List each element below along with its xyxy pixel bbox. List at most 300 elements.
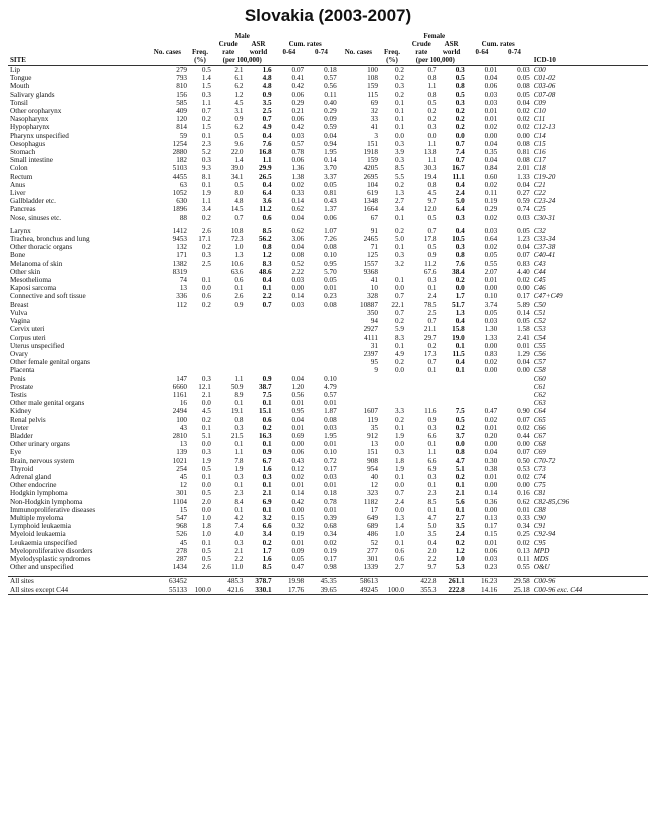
freq-female: 0.2 xyxy=(394,415,404,424)
icd-code: C44 xyxy=(533,267,546,276)
icd-code: C18 xyxy=(533,164,546,173)
cases-female: 350 xyxy=(367,308,378,317)
crude-male xyxy=(212,309,245,317)
cum064-header: 0-64 xyxy=(282,48,296,56)
table-row xyxy=(8,173,648,181)
freq-male: 0.2 xyxy=(201,115,211,124)
crude-male: 6.2 xyxy=(234,123,244,132)
crude-male: 8.9 xyxy=(234,390,244,399)
table-row xyxy=(8,391,648,399)
cum064-male: 0.06 xyxy=(291,115,305,124)
freq-female: 0.2 xyxy=(394,180,404,189)
freq-female: 0.0 xyxy=(394,481,404,490)
cases-female: 908 xyxy=(367,456,378,465)
icd-code: C74 xyxy=(533,472,546,481)
freq-male: 0.3 xyxy=(201,90,211,99)
cum064-male: 0.62 xyxy=(291,226,305,235)
cases-female: 912 xyxy=(367,431,378,440)
page xyxy=(8,0,648,595)
freq-header-f: Freq. xyxy=(383,48,400,56)
freq-male: 0.2 xyxy=(201,213,211,222)
cases-female: 41 xyxy=(370,276,378,285)
cum074-female: 0.00 xyxy=(517,131,530,140)
asr-male xyxy=(244,350,272,358)
site-name: Multiple myeloma xyxy=(10,513,64,522)
icd-code: C69 xyxy=(533,448,546,457)
icd-code: C45 xyxy=(533,276,546,285)
freq-female: 0.0 xyxy=(394,131,404,140)
cases-male: 112 xyxy=(176,300,188,309)
freq-female: 2.7 xyxy=(394,563,404,572)
table-row xyxy=(8,358,648,366)
table-row xyxy=(8,555,648,563)
cases-female: 1607 xyxy=(363,407,378,416)
freq-male: 2.3 xyxy=(201,139,211,148)
cases-female: 2695 xyxy=(363,172,378,181)
table-row xyxy=(8,164,648,172)
site-name: Eye xyxy=(10,448,22,457)
crude-female: 6.6 xyxy=(427,431,437,440)
cum064-female: 1.33 xyxy=(484,333,498,342)
asr-male: 4.8 xyxy=(262,74,272,83)
cases-male: 2880 xyxy=(172,148,188,157)
cum064-female xyxy=(466,399,499,407)
crude-female: 4.5 xyxy=(427,189,437,198)
asr-female: 0.2 xyxy=(455,107,465,116)
crude-female: 8.5 xyxy=(427,497,437,506)
site-name: Other urinary organs xyxy=(10,440,70,449)
table-row xyxy=(8,66,648,75)
site-name: Other oropharynx xyxy=(10,107,62,116)
cum074-male xyxy=(305,325,338,333)
freq-male: 3.4 xyxy=(201,205,211,214)
cases-male: 2494 xyxy=(172,407,188,416)
cum074-female: 2.01 xyxy=(517,164,530,173)
cum074-female: 0.02 xyxy=(517,538,530,547)
icd-code: C23-24 xyxy=(533,197,556,206)
icd-code: O&U xyxy=(533,563,550,572)
icd-code: C67 xyxy=(533,431,546,440)
crude-male xyxy=(212,317,245,325)
cum074-female: 0.44 xyxy=(517,431,530,440)
asr-male: 1.6 xyxy=(262,554,272,563)
female-header: Female xyxy=(423,32,446,40)
crude-male: 9.6 xyxy=(234,139,244,148)
cum064-female: 3.74 xyxy=(484,300,498,309)
cases-female: 1557 xyxy=(363,259,378,268)
icd-header: ICD-10 xyxy=(533,56,556,64)
asr-female: 1.2 xyxy=(455,546,465,555)
cum064-female: 0.04 xyxy=(484,156,498,165)
cum074-female xyxy=(498,375,531,383)
cum-header-f: Cum. rates xyxy=(481,40,515,48)
asr-male: 0.2 xyxy=(262,538,272,547)
cum064-female: 0.04 xyxy=(484,139,498,148)
crude-female: 1.1 xyxy=(427,156,437,165)
cum074-female: 0.25 xyxy=(517,530,530,539)
freq-male: 0.1 xyxy=(201,180,211,189)
site-name: Renal pelvis xyxy=(10,415,46,424)
cum074-female: 0.90 xyxy=(517,407,530,416)
cum064-female: 0.23 xyxy=(484,563,498,572)
site-name: Cervix uteri xyxy=(10,325,45,334)
site-name: Lip xyxy=(10,66,20,74)
crude-female: 17.3 xyxy=(423,349,437,358)
cum074-female xyxy=(498,383,531,391)
freq-female: 0.1 xyxy=(394,276,404,285)
crude-female: 0.1 xyxy=(427,481,437,490)
cum074-female: 1.58 xyxy=(517,325,530,334)
cum074-male xyxy=(305,350,338,358)
cum064-male: 0.02 xyxy=(291,180,305,189)
freq-male xyxy=(188,577,212,585)
freq-female: 0.3 xyxy=(394,156,404,165)
cum074-male: 0.43 xyxy=(324,197,337,206)
cases-male: 1161 xyxy=(172,390,188,399)
cum074-female: 0.04 xyxy=(517,358,530,367)
asr-male: 7.6 xyxy=(262,139,272,148)
freq-male: 17.1 xyxy=(198,235,211,244)
cum074-male: 0.39 xyxy=(324,513,337,522)
crude-female xyxy=(405,391,438,399)
cum064-female: 0.03 xyxy=(484,554,498,563)
site-name: All sites except C44 xyxy=(10,585,69,594)
freq-female: 0.1 xyxy=(394,341,404,350)
crude-female: 1.1 xyxy=(427,448,437,457)
crude-female: 0.3 xyxy=(427,472,437,481)
icd-code: C62 xyxy=(533,390,546,399)
cum064-female: 16.23 xyxy=(481,577,498,586)
cum074-male: 1.37 xyxy=(324,205,337,214)
icd-code: C25 xyxy=(533,205,546,214)
site-name: Other thoracic organs xyxy=(10,243,73,252)
cases-female: 119 xyxy=(367,415,378,424)
asr-female: 0.4 xyxy=(455,358,465,367)
asr-female: 0.8 xyxy=(455,448,465,457)
table-row xyxy=(8,123,648,131)
freq-female: 2.4 xyxy=(394,497,404,506)
table-row xyxy=(8,465,648,473)
table-row xyxy=(8,586,648,595)
table-row xyxy=(8,260,648,268)
cum064-male: 0.00 xyxy=(291,440,305,449)
freq-male: 12.1 xyxy=(198,382,211,391)
cases-male: 156 xyxy=(176,90,188,99)
crude-male: 0.6 xyxy=(234,276,244,285)
cum064-male: 0.21 xyxy=(291,107,305,116)
crude-male: 2.1 xyxy=(234,66,244,74)
asr-female: 38.4 xyxy=(452,267,465,276)
asr-male: 0.1 xyxy=(262,505,272,514)
site-name: Pancreas xyxy=(10,205,36,214)
cases-male: 2810 xyxy=(172,431,188,440)
cases-female: 3 xyxy=(374,131,378,140)
table-row xyxy=(8,189,648,197)
asr-male: 0.9 xyxy=(262,448,272,457)
cases-female: 94 xyxy=(370,317,378,326)
cases-female: 1918 xyxy=(363,148,378,157)
cum064-male: 0.42 xyxy=(291,497,305,506)
asr-male: 2.5 xyxy=(262,107,272,116)
freq-male: 1.4 xyxy=(201,74,211,83)
crude-male: 0.1 xyxy=(234,284,244,293)
site-name: Connective and soft tissue xyxy=(10,292,86,301)
freq-female: 3.9 xyxy=(394,148,404,157)
asr-female: 0.2 xyxy=(455,472,465,481)
crude-male: 4.5 xyxy=(234,98,244,107)
cum064-male: 0.42 xyxy=(291,82,305,91)
icd-code: C64 xyxy=(533,407,546,416)
freq-female: 0.1 xyxy=(394,107,404,116)
cum064-male: 1.36 xyxy=(291,164,305,173)
freq-female: 0.0 xyxy=(394,366,404,375)
freq-male: 2.6 xyxy=(201,563,211,572)
cases-male: 278 xyxy=(176,546,188,555)
cum074-female: 0.02 xyxy=(517,423,530,432)
cum064-male: 0.06 xyxy=(291,448,305,457)
crude-male: 19.1 xyxy=(230,407,244,416)
icd-code: C46 xyxy=(533,284,546,293)
crude-header: Crude xyxy=(218,40,238,48)
cum064-male: 0.02 xyxy=(291,472,305,481)
freq-male: 2.6 xyxy=(201,226,211,235)
cum064-female: 0.55 xyxy=(484,259,498,268)
table-row xyxy=(8,251,648,259)
freq-female: 0.3 xyxy=(394,82,404,91)
freq-female: 0.3 xyxy=(394,448,404,457)
crude-female: 2.2 xyxy=(427,554,437,563)
freq-female: 0.7 xyxy=(394,308,404,317)
asr-female: 1.3 xyxy=(455,308,465,317)
cases-male xyxy=(147,358,188,366)
freq-male: 0.2 xyxy=(201,243,211,252)
cum074-male: 0.04 xyxy=(324,131,337,140)
cases-male: 15 xyxy=(179,505,188,514)
crude-female: 78.5 xyxy=(423,300,437,309)
asr-male: 8.5 xyxy=(262,563,272,572)
site-name: Myeloid leukaemia xyxy=(10,530,66,539)
site-name: Other female genital organs xyxy=(10,358,90,367)
per-header: (per 100,000) xyxy=(222,56,262,64)
asr-male: 0.3 xyxy=(262,472,272,481)
cum074-male: 0.57 xyxy=(324,74,337,83)
asr-female: 0.3 xyxy=(455,66,465,74)
crude-male: 0.3 xyxy=(234,472,244,481)
cases-male: 45 xyxy=(179,538,188,547)
cum064-male xyxy=(273,309,306,317)
cum064-male: 0.14 xyxy=(291,292,305,301)
cases-male: 88 xyxy=(179,213,188,222)
site-name: Oesophagus xyxy=(10,139,46,148)
cum074-female xyxy=(498,391,531,399)
cases-male: 1021 xyxy=(172,456,188,465)
cum074-male: 3.37 xyxy=(324,172,337,181)
crude-male: 72.3 xyxy=(230,235,244,244)
cum064-female: 0.19 xyxy=(484,197,498,206)
cum064-male: 0.62 xyxy=(291,205,305,214)
crude-male: 0.3 xyxy=(234,538,244,547)
cum074-female: 25.18 xyxy=(513,585,530,594)
freq-female xyxy=(379,375,405,383)
cum074-female: 1.33 xyxy=(517,172,530,181)
asr-male: 4.9 xyxy=(262,123,272,132)
freq-male: 0.5 xyxy=(201,546,211,555)
cum064-male: 0.09 xyxy=(291,546,305,555)
per-header-f: (per 100,000) xyxy=(415,56,455,64)
cum074-male: 0.95 xyxy=(324,259,337,268)
table-row xyxy=(8,243,648,251)
site-name: Hodgkin lymphoma xyxy=(10,489,68,498)
site-name: Vagina xyxy=(10,317,30,326)
site-name: Tongue xyxy=(10,74,32,83)
crude-male: 10.8 xyxy=(230,226,244,235)
crude-male: 2.6 xyxy=(234,292,244,301)
table-row xyxy=(8,440,648,448)
cum064-male: 19.98 xyxy=(287,577,305,586)
table-row xyxy=(8,514,648,522)
cum074-male: 0.01 xyxy=(324,440,337,449)
cum074-male: 0.01 xyxy=(324,481,337,490)
cum074-male: 0.72 xyxy=(324,456,337,465)
cum064-male: 0.78 xyxy=(291,148,305,157)
table-row xyxy=(8,132,648,140)
cases-female: 31 xyxy=(370,341,378,350)
asr-male: 8.5 xyxy=(262,226,272,235)
freq-male: 0.0 xyxy=(201,505,211,514)
freq-pct-header-f: (%) xyxy=(386,56,398,64)
crude-female: 0.3 xyxy=(427,123,437,132)
crude-male: 421.6 xyxy=(227,585,244,594)
cum064-male: 0.04 xyxy=(291,213,305,222)
asr-male: 1.6 xyxy=(262,464,272,473)
cum064-female: 0.02 xyxy=(484,180,498,189)
site-name: Nose, sinuses etc. xyxy=(10,213,62,222)
cum074-male: 0.03 xyxy=(324,423,337,432)
cases-male xyxy=(147,350,188,358)
site-name: Salivary glands xyxy=(10,90,55,99)
crude-female: 0.0 xyxy=(427,131,437,140)
crude-male: 7.4 xyxy=(234,522,244,531)
cum064-male: 0.32 xyxy=(291,522,305,531)
crude-female: 1.1 xyxy=(427,139,437,148)
cases-female: 69 xyxy=(370,98,378,107)
crude-female: 11.2 xyxy=(424,259,437,268)
asr-female: 0.5 xyxy=(455,415,465,424)
cum064-female: 0.00 xyxy=(484,440,498,449)
crude-male: 0.9 xyxy=(234,115,244,124)
asr-female: 7.6 xyxy=(455,259,465,268)
site-name: Bone xyxy=(10,251,26,260)
cases-male: 63452 xyxy=(169,577,188,586)
crude-male: 0.5 xyxy=(234,180,244,189)
cum064-male: 0.69 xyxy=(291,431,305,440)
cum074-male: 0.59 xyxy=(324,123,337,132)
freq-female: 5.9 xyxy=(394,325,404,334)
freq-male: 5.2 xyxy=(201,148,211,157)
cum074-female: 0.83 xyxy=(517,259,530,268)
icd-code: C03-06 xyxy=(533,82,556,91)
cum064-female: 0.01 xyxy=(484,107,498,116)
freq-female: 22.1 xyxy=(391,300,404,309)
cases-male: 132 xyxy=(176,243,188,252)
asr-female: 2.7 xyxy=(455,513,465,522)
asr-female: 0.1 xyxy=(455,341,465,350)
icd-code: C10 xyxy=(533,107,546,116)
cases-female: 115 xyxy=(367,90,378,99)
site-name: Ovary xyxy=(10,349,28,358)
icd-code: C47+C49 xyxy=(533,292,563,301)
asr-male: 3.6 xyxy=(262,197,272,206)
cum064-male: 3.06 xyxy=(291,235,305,244)
icd-code: C65 xyxy=(533,415,546,424)
cases-female xyxy=(338,375,379,383)
asr-female: 2.4 xyxy=(455,189,465,198)
cum064-male: 1.20 xyxy=(291,382,305,391)
cum074-female: 0.33 xyxy=(517,513,530,522)
cases-female xyxy=(338,399,379,407)
cum064-male: 0.04 xyxy=(291,415,305,424)
icd-code: C60 xyxy=(533,374,546,383)
freq-male: 1.9 xyxy=(201,189,211,198)
asr-female: 5.0 xyxy=(455,197,465,206)
asr-male: 16.3 xyxy=(259,431,272,440)
cum064-female: 0.03 xyxy=(484,226,498,235)
site-name: Immunoproliferative diseases xyxy=(10,505,96,514)
cum074-male: 1.95 xyxy=(324,148,337,157)
cases-female: 619 xyxy=(367,189,378,198)
cum064-female: 14.16 xyxy=(481,585,498,594)
cum064-female xyxy=(466,391,499,399)
cum064-female: 0.02 xyxy=(484,123,498,132)
table-row xyxy=(8,107,648,115)
table-row xyxy=(8,448,648,456)
cum064-female: 0.01 xyxy=(484,538,498,547)
crude-male: 6.2 xyxy=(234,82,244,91)
cum064-female: 0.20 xyxy=(484,431,498,440)
crude-male: 0.9 xyxy=(234,300,244,309)
table-row xyxy=(8,140,648,148)
crude-female: 0.9 xyxy=(427,251,437,260)
asr-male: 0.4 xyxy=(262,276,272,285)
crude-male: 4.2 xyxy=(234,513,244,522)
crude-female: 422.8 xyxy=(420,577,437,586)
cum064-male: 0.03 xyxy=(291,131,305,140)
cum064-female: 0.01 xyxy=(484,472,498,481)
cum074-male: 0.05 xyxy=(324,180,337,189)
crude-male: 50.9 xyxy=(230,382,244,391)
cum074-male: 0.11 xyxy=(324,90,337,99)
cum064-female: 0.36 xyxy=(484,497,498,506)
asr-female: 0.2 xyxy=(455,423,465,432)
cum064-female: 0.03 xyxy=(484,90,498,99)
cum064-female: 0.83 xyxy=(484,349,498,358)
freq-female: 5.0 xyxy=(394,235,404,244)
freq-male: 2.5 xyxy=(201,259,211,268)
freq-male: 0.1 xyxy=(201,276,211,285)
freq-male: 0.2 xyxy=(201,415,211,424)
cum074-female: 1.29 xyxy=(517,349,530,358)
cum074-female: 0.02 xyxy=(517,276,530,285)
site-name: Melanoma of skin xyxy=(10,259,63,268)
crude-female: 2.0 xyxy=(427,546,437,555)
cum064-male: 0.03 xyxy=(291,276,305,285)
icd-code: C51 xyxy=(533,308,546,317)
table-row xyxy=(8,301,648,309)
freq-male xyxy=(188,350,212,358)
icd-code: C91 xyxy=(533,522,546,531)
cases-male: 287 xyxy=(176,554,188,563)
table-row xyxy=(8,424,648,432)
